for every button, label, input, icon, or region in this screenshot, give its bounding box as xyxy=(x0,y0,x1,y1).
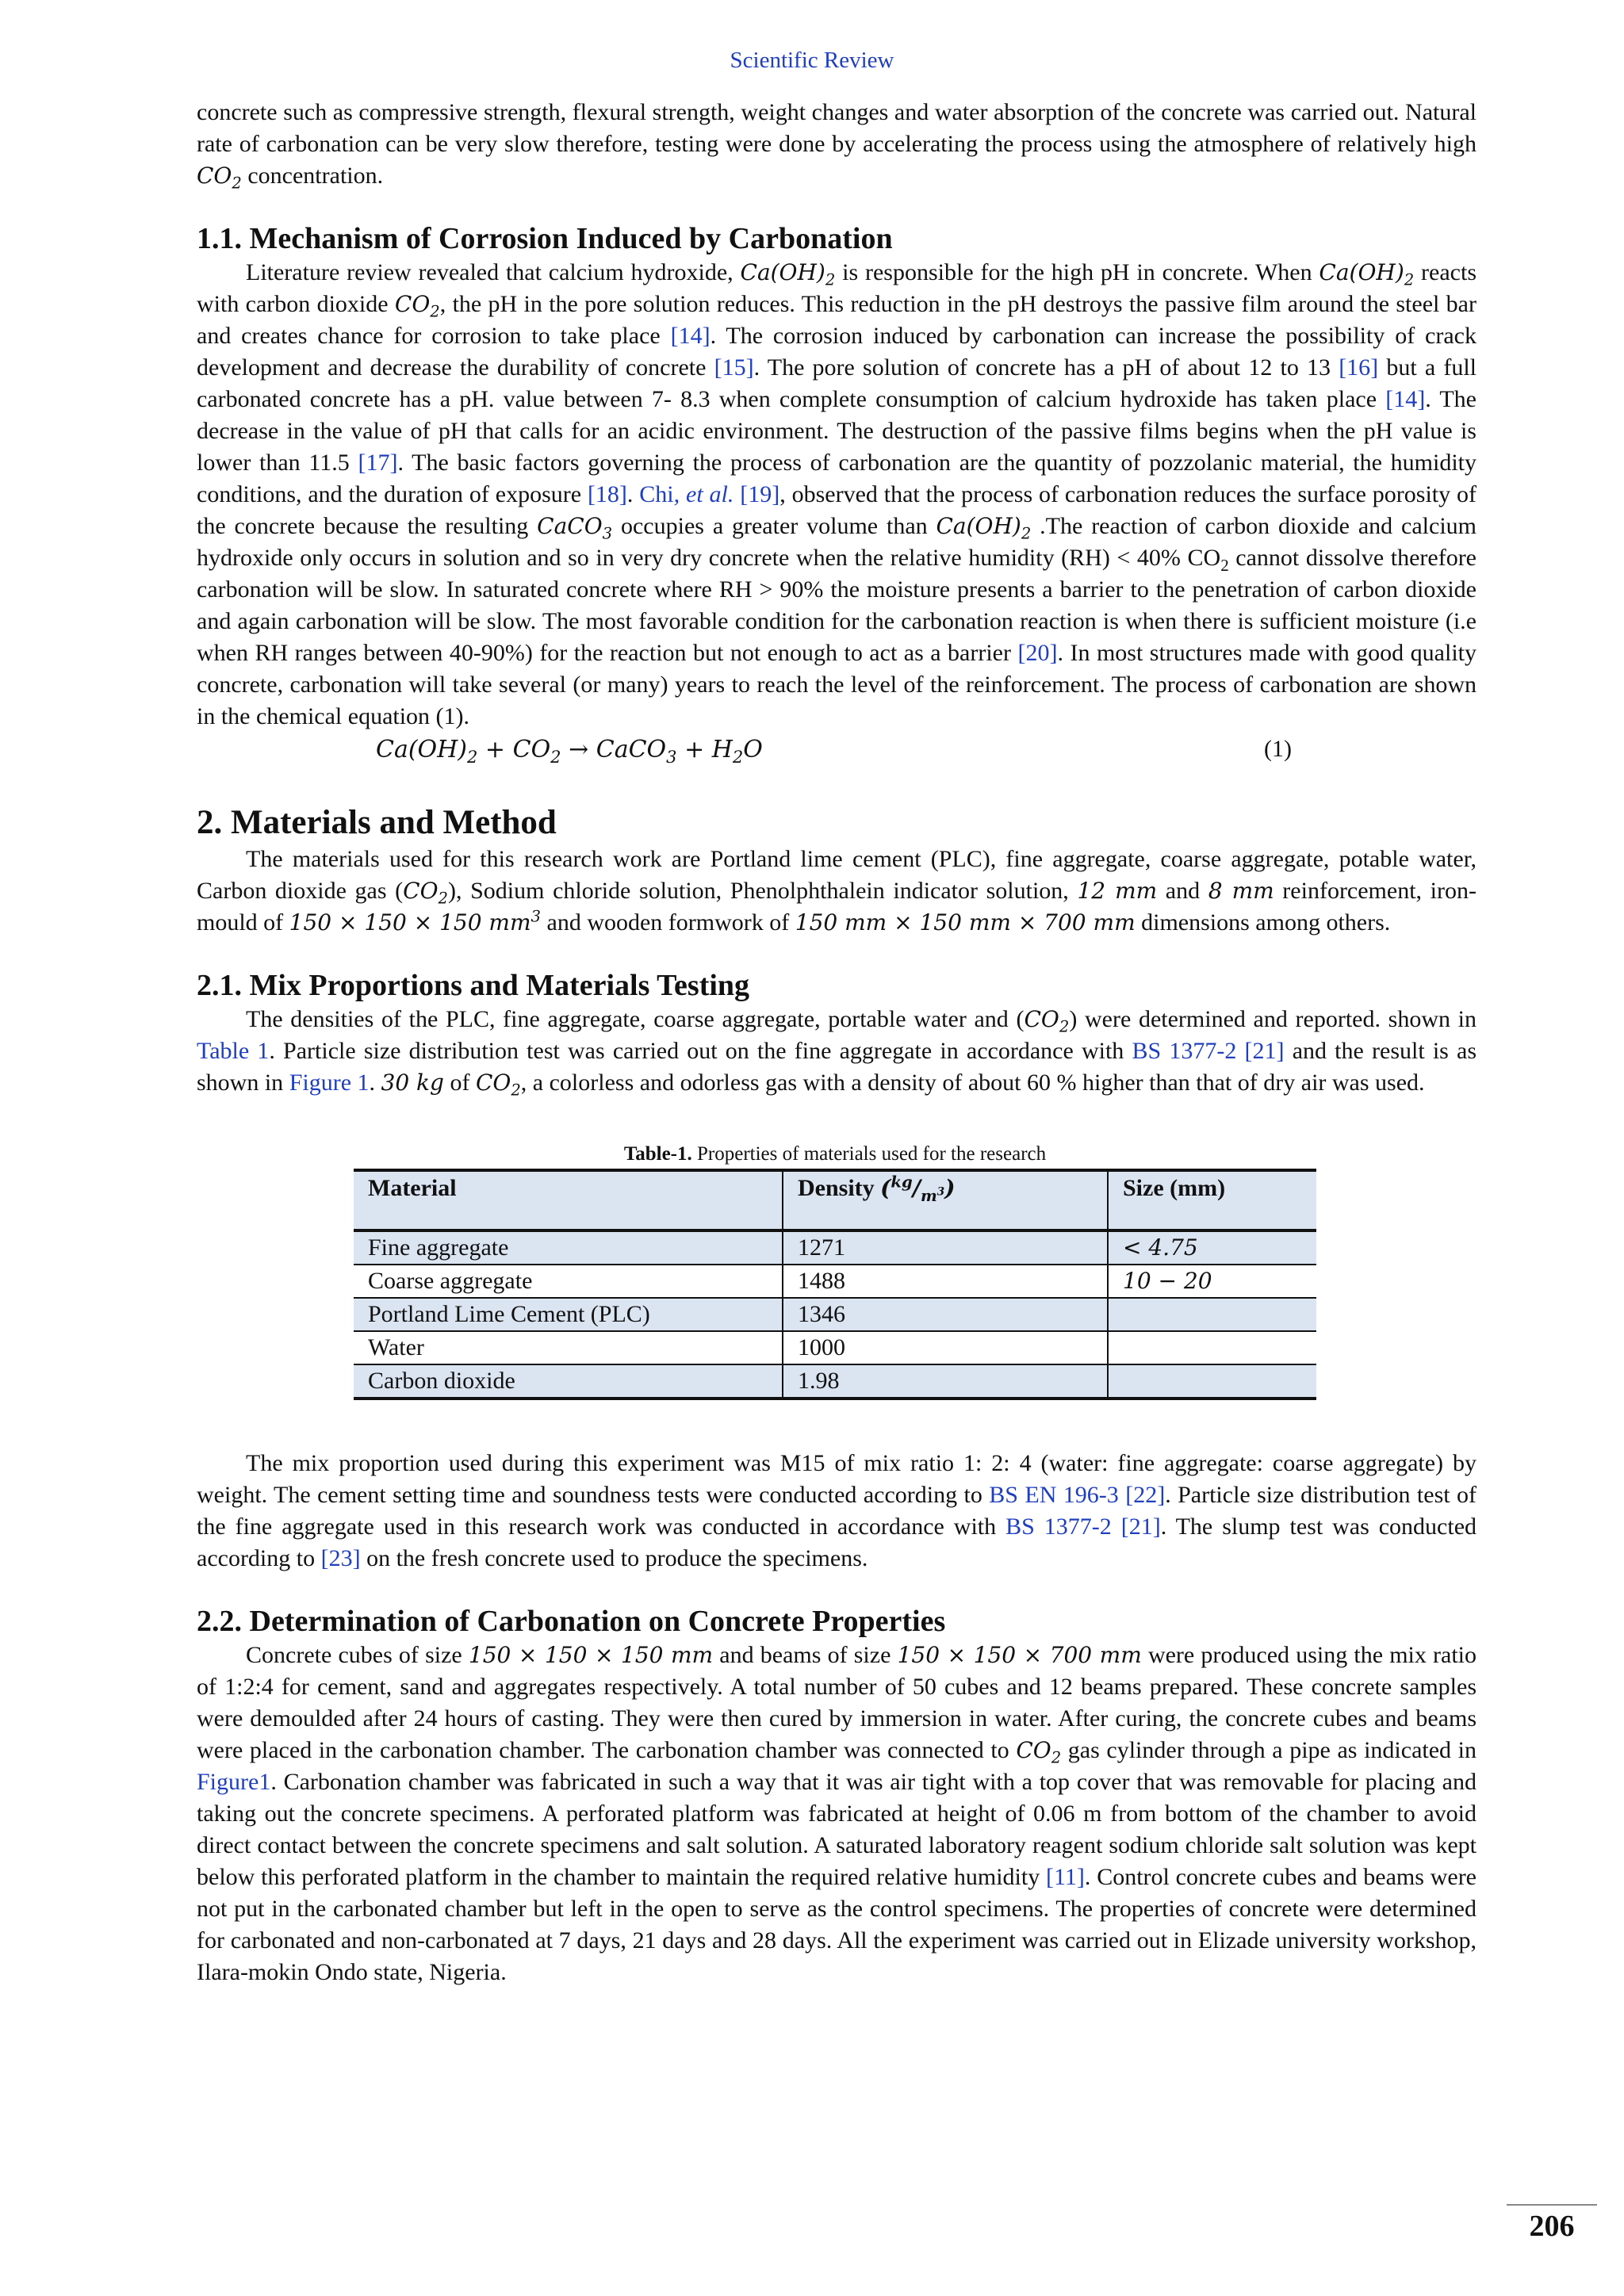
chemical-equation xyxy=(197,736,1477,772)
author-link[interactable]: Chi, et al. xyxy=(639,481,734,507)
table-row xyxy=(354,1298,1316,1331)
page-body xyxy=(197,97,1477,1988)
figure-link[interactable]: Figure1 xyxy=(197,1769,271,1795)
citation-link[interactable]: [21] xyxy=(1120,1513,1161,1540)
materials-table xyxy=(354,1169,1316,1400)
cell-material: Carbon dioxide xyxy=(354,1364,783,1399)
citation-link[interactable]: [11] xyxy=(1046,1864,1085,1890)
figure-link[interactable]: Figure 1 xyxy=(289,1070,370,1096)
page-number: 206 xyxy=(1529,2210,1575,2243)
equation-number: (1) xyxy=(1264,736,1292,762)
table-row xyxy=(354,1331,1316,1364)
citation-link[interactable]: [15] xyxy=(714,354,754,381)
table-header-row xyxy=(354,1170,1316,1230)
table-link[interactable]: Table 1 xyxy=(197,1038,270,1064)
cell-size xyxy=(1108,1364,1316,1399)
citation-link[interactable]: [14] xyxy=(1385,386,1426,412)
intro-paragraph: concrete such as compressive strength, flexural strength, weight changes and water absorption of the concrete was carried out. Natural rate of carbonation can be very slow therefore, testing were done by accelerating the process using the atmosphere of relatively high $CO_2$ concentration. xyxy=(197,99,1477,193)
cell-density: 1000 xyxy=(783,1331,1108,1364)
page-number-rule xyxy=(1507,2204,1597,2206)
citation-link[interactable]: [21] xyxy=(1244,1038,1285,1064)
cell-material: Fine aggregate xyxy=(354,1230,783,1265)
citation-link[interactable]: [16] xyxy=(1339,354,1379,381)
table-row xyxy=(354,1364,1316,1399)
cell-size: < 4.75 xyxy=(1108,1230,1316,1265)
section-2-paragraph: The materials used for this research work are Portland lime cement (PLC), fine aggregate, coarse aggregate, potable water, Carbon dioxide gas $(CO_2)$, Sodium chloride solution, Phenolphthalein indicator solution, 12 mm and 8 mm reinforcement, iron-mould of 150 × 150 × 150 $mm^3$ and wooden formwork of 150 mm × 150 mm × 700 mm dimensions among others. xyxy=(197,846,1477,936)
citation-link[interactable]: [22] xyxy=(1125,1482,1166,1508)
cell-density: 1271 xyxy=(783,1230,1108,1265)
header-size: Size (mm) xyxy=(1108,1170,1316,1230)
table-row xyxy=(354,1230,1316,1265)
header-density: Density $(^{kg}/_{m^3})$ xyxy=(783,1170,1108,1230)
cell-size xyxy=(1108,1331,1316,1364)
cell-density: 1.98 xyxy=(783,1364,1108,1399)
citation-link[interactable]: [19] xyxy=(740,481,780,507)
citation-link[interactable]: [20] xyxy=(1017,640,1058,666)
citation-link[interactable]: [17] xyxy=(358,450,398,476)
table-caption: Table-1. Properties of materials used for the research xyxy=(623,1143,1047,1165)
standard-link[interactable]: BS 1377-2 xyxy=(1132,1038,1237,1064)
section-1-1-paragraph: Literature review revealed that calcium hydroxide, $Ca(OH)_2$ is responsible for the high pH in concrete. When $Ca(OH)_2$ reacts with carbon dioxide $CO_2$, the pH in the pore solution reduces. This reduction in the pH destroys the passive film around the steel bar and creates chance for corrosion to take place [14]. The corrosion induced by carbonation can increase the possibility of crack development and decrease the durability of concrete [15]. The pore solution of concrete has a pH of about 12 to 13 [16] but a full carbonated concrete has a pH. value between 7- 8.3 when complete consumption of calcium hydroxide has taken place [14]. The decrease in the value of pH that calls for an acidic environment. The destruction of the passive films begins when the pH value is lower than 11.5 [17]. The basic factors governing the process of carbonation are the quantity of pozzolanic material, the humidity conditions, and the duration of exposure [18]. Chi, et al. [19], observed that the process of carbonation reduces the surface porosity of the concrete because the resulting CaCO$_3$ occupies a greater volume than $Ca(OH)_2$ .The reaction of carbon dioxide and calcium hydroxide only occurs in solution and so in very dry concrete when the relative humidity (RH) < 40% $CO_2$ cannot dissolve therefore carbonation will be slow. In saturated concrete where RH > 90% the moisture presents a barrier to the penetration of carbon dioxide and again carbonation will be slow. The most favorable condition for the carbonation reaction is when there is sufficient moisture (i.e when RH ranges between 40-90%) for the reaction but not enough to act as a barrier [20]. In most structures made with good quality concrete, carbonation will take several (or many) years to reach the level of the reinforcement. The process of carbonation are shown in the chemical equation (1). xyxy=(197,259,1477,729)
citation-link[interactable]: [18] xyxy=(587,481,627,507)
cell-size xyxy=(1108,1298,1316,1331)
section-2-2-paragraph: Concrete cubes of size 150 × 150 × 150 mm and beams of size 150 × 150 × 700 mm were produced using the mix ratio of 1:2:4 for cement, sand and aggregates respectively. A total number of 50 cubes and 12 beams prepared. These concrete samples were demoulded after 24 hours of casting. They were then cured by immersion in water. After curing, the concrete cubes and beams were placed in the carbonation chamber. The carbonation chamber was connected to $CO_2$ gas cylinder through a pipe as indicated in Figure1. Carbonation chamber was fabricated in such a way that it was air tight with a top cover that was removable for placing and taking out the concrete specimens. A perforated platform was fabricated at height of 0.06 m from bottom of the chamber to avoid direct contact between the concrete specimens and salt solution. A saturated laboratory reagent sodium chloride salt solution was kept below this perforated platform in the chamber to maintain the required relative humidity [11]. Control concrete cubes and beams were not put in the carbonated chamber but left in the open to serve as the control specimens. The properties of concrete were determined for carbonated and non-carbonated at 7 days, 21 days and 28 days. All the experiment was carried out in Elizade university workshop, Ilara-mokin Ondo state, Nigeria. xyxy=(197,1642,1477,1985)
equation-body: $Ca(OH)_2 + CO_2$ → CaCO$_3$ + $H_2O$ xyxy=(376,736,763,767)
section-heading-2-2: 2.2. Determination of Carbonation on Concrete Properties xyxy=(197,1605,946,1638)
cell-material: Water xyxy=(354,1331,783,1364)
table-row xyxy=(354,1265,1316,1298)
section-2-1-paragraph: The densities of the PLC, fine aggregate, coarse aggregate, portable water and $(CO_2)$ were determined and reported. shown in Table 1. Particle size distribution test was carried out on the fine aggregate in accordance with BS 1377-2 [21] and the result is as shown in Figure 1. 30 kg of $CO_2$, a colorless and odorless gas with a density of about 60 % higher than that of dry air was used. xyxy=(197,1006,1477,1100)
cell-density: 1346 xyxy=(783,1298,1108,1331)
cell-material: Coarse aggregate xyxy=(354,1265,783,1298)
cell-material: Portland Lime Cement (PLC) xyxy=(354,1298,783,1331)
cell-density: 1488 xyxy=(783,1265,1108,1298)
header-material: Material xyxy=(354,1170,783,1230)
materials-table-block xyxy=(354,1143,1316,1400)
section-heading-1-1: 1.1. Mechanism of Corrosion Induced by Carbonation xyxy=(197,222,893,255)
cell-size: 10 − 20 xyxy=(1108,1265,1316,1298)
section-heading-2: 2. Materials and Method xyxy=(197,804,557,841)
section-heading-2-1: 2.1. Mix Proportions and Materials Testing xyxy=(197,969,750,1002)
journal-header: Scientific Review xyxy=(730,48,894,73)
standard-link[interactable]: BS 1377-2 xyxy=(1005,1513,1112,1540)
standard-link[interactable]: BS EN 196-3 xyxy=(989,1482,1119,1508)
citation-link[interactable]: [14] xyxy=(670,323,710,349)
citation-link[interactable]: [23] xyxy=(320,1545,361,1571)
mix-proportion-paragraph: The mix proportion used during this experiment was M15 of mix ratio 1: 2: 4 (water: fine aggregate: coarse aggregate) by weight. The cement setting time and soundness tests were conducted according to BS EN 196-3 [22]. Particle size distribution test of the fine aggregate used in this research work was conducted in accordance with BS 1377-2 [21]. The slump test was conducted according to [23] on the fresh concrete used to produce the specimens. xyxy=(197,1450,1477,1571)
